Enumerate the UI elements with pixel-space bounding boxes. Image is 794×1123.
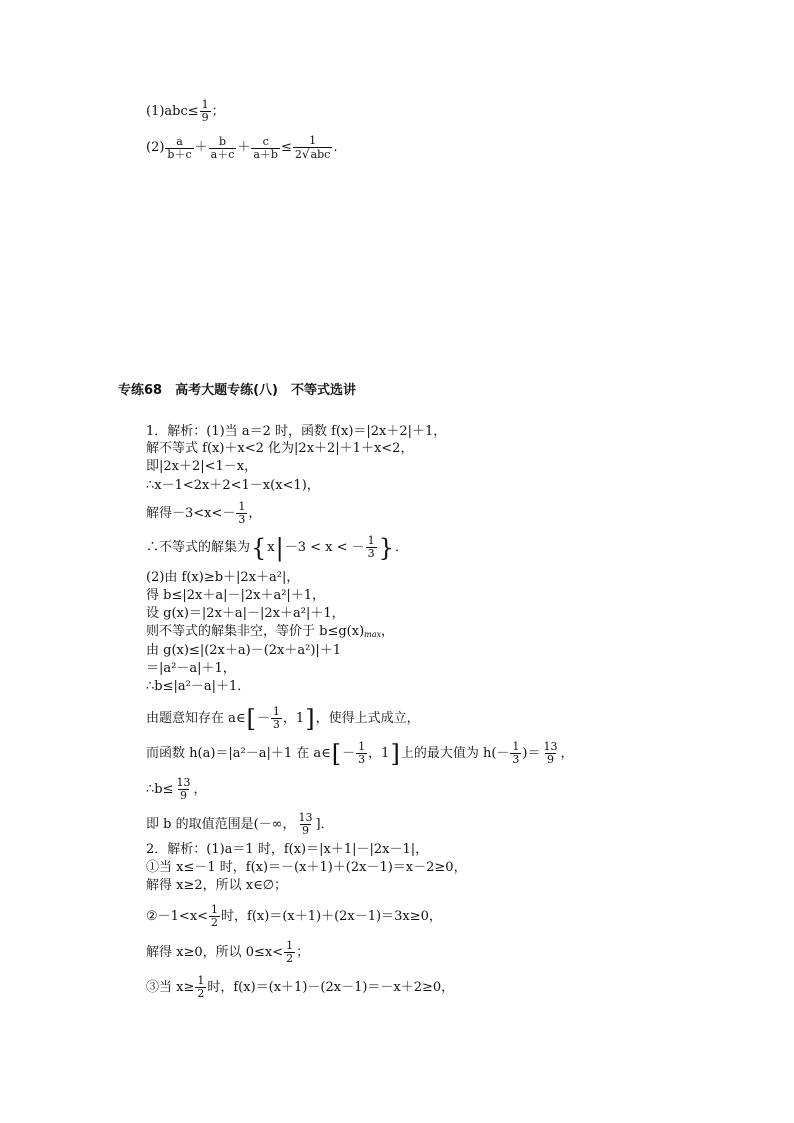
subscript: max [364, 630, 382, 639]
text: ②－1<x< [146, 908, 209, 924]
solution-line [146, 679, 250, 695]
text: ]． [315, 816, 334, 832]
right-brace: } [378, 533, 394, 562]
solution-line [146, 570, 299, 586]
text: ，1 [282, 710, 305, 726]
denominator: 9 [180, 789, 187, 802]
denominator: b＋c [167, 147, 192, 161]
solution-line [146, 741, 574, 766]
left-brace: { [251, 533, 267, 562]
text: 2 [294, 148, 302, 161]
numerator: 13 [543, 740, 558, 753]
text: ， [381, 624, 395, 639]
solution-line [146, 459, 257, 475]
solution-line [146, 842, 428, 858]
right-bracket: ] [390, 739, 400, 768]
text: ①当 x≤－1 时，f(x)＝－(x＋1)＋(2x－1)＝x－2≥0， [146, 860, 467, 875]
text: 解不等式 f(x)＋x<2 化为|2x＋2|＋1＋x<2， [146, 441, 414, 456]
numerator: 1 [272, 705, 280, 718]
fraction [209, 136, 237, 161]
text: ， [560, 745, 574, 761]
sqrt-symbol: √ [301, 147, 310, 161]
text: 即|2x＋2|<1－x， [146, 459, 258, 474]
text: ∴b≤|a²－a|＋1． [146, 679, 251, 694]
solution-line [146, 812, 334, 837]
text: ； [296, 944, 310, 960]
numerator: 1 [367, 534, 375, 547]
fraction [510, 741, 521, 766]
numerator: a [176, 134, 183, 148]
text: x [267, 539, 275, 555]
denominator: 3 [367, 547, 375, 560]
text: (2) [146, 140, 165, 155]
fraction [165, 136, 193, 161]
text: － [256, 710, 270, 726]
numerator: 1 [309, 134, 317, 147]
denominator: 9 [302, 824, 309, 837]
text: ③当 x≥ [146, 979, 195, 995]
numerator: b [218, 134, 227, 148]
text: ∴x－1<2x＋2<1－x(x<1)， [146, 478, 320, 493]
problem-part-1 [146, 99, 225, 124]
fraction [251, 136, 280, 161]
text: . [333, 140, 338, 155]
denominator: 2 [197, 987, 205, 1000]
denominator: 9 [546, 753, 554, 766]
text: 上的最大值为 h(－ [400, 745, 510, 761]
solution-line [146, 478, 320, 494]
text: 而函数 h(a)＝|a²－a|＋1 在 a∈ [146, 745, 331, 761]
solution-line [146, 643, 341, 659]
text: 由题意知存在 a∈ [146, 710, 246, 726]
left-bracket: [ [331, 739, 342, 768]
text: 1．解析：(1)当 a＝2 时，函数 f(x)＝|2x＋2|＋1， [146, 424, 447, 439]
text: ＋ [237, 140, 251, 155]
solution-line [146, 878, 287, 894]
numerator: 13 [298, 811, 313, 824]
denominator: a＋b [253, 147, 278, 161]
text: 由 g(x)≤|(2x＋a)－(2x＋a²)|＋1 [146, 643, 342, 658]
fraction [175, 777, 193, 802]
fraction [271, 706, 282, 731]
fraction [356, 741, 367, 766]
text: (2)由 f(x)≥b＋|2x＋a²|， [146, 570, 300, 585]
text: ， [248, 505, 262, 521]
text: 2．解析：(1)a＝1 时，f(x)＝|x＋1|－|2x－1|， [146, 842, 429, 857]
text: 设 g(x)＝|2x＋a|－|2x＋a²|＋1， [146, 606, 345, 621]
text: － [342, 745, 356, 761]
text: 时，f(x)＝(x＋1)＋(2x－1)＝3x≥0， [221, 908, 442, 924]
denominator: 3 [272, 718, 280, 731]
text: ＝|a²－a|＋1， [146, 661, 236, 676]
fraction [366, 535, 377, 560]
numerator: 1 [358, 740, 366, 753]
solution-line [146, 706, 420, 731]
text: ，使得上式成立， [315, 710, 420, 726]
text: ∴b≤ [146, 781, 174, 797]
numerator: c [262, 134, 269, 148]
numerator: 1 [286, 939, 294, 952]
denominator: 2 [286, 952, 294, 965]
denominator: 3 [512, 753, 520, 766]
text: ． [394, 539, 408, 555]
numerator: 1 [512, 740, 520, 753]
numerator: 1 [201, 98, 209, 111]
section-heading: 专练68 高考大题专练(八) 不等式选讲 [118, 383, 356, 398]
left-bracket: [ [246, 704, 256, 733]
set-separator: | [275, 533, 284, 562]
text: ≤ [280, 140, 292, 155]
solution-line [146, 904, 442, 929]
numerator: 1 [211, 903, 219, 916]
solution-line [146, 860, 467, 876]
denominator: a＋c [210, 147, 235, 161]
text: 即 b 的取值范围是(－∞， [146, 816, 296, 832]
numerator: 1 [197, 974, 205, 987]
problem-part-2 [146, 135, 337, 161]
fraction [293, 135, 332, 161]
text: 解得－3<x<－ [146, 505, 236, 521]
solution-line [146, 535, 408, 560]
solution-line [146, 441, 413, 457]
text: 则不等式的解集非空，等价于 b≤g(x) [146, 624, 365, 639]
fraction [284, 940, 295, 965]
text: 解得 x≥2，所以 x∈∅； [146, 878, 288, 893]
denominator [293, 147, 332, 161]
numerator: 1 [238, 500, 246, 513]
fraction [200, 99, 211, 124]
radicand: abc [310, 148, 331, 161]
denominator: 2 [211, 916, 219, 929]
text: －3 < x < － [284, 539, 365, 555]
denominator: 3 [238, 513, 246, 526]
text: ＋ [194, 140, 208, 155]
denominator: 3 [358, 753, 366, 766]
fraction [236, 501, 247, 526]
solution-line [146, 975, 454, 1000]
text: 时，f(x)＝(x＋1)－(2x－1)＝－x＋2≥0， [207, 979, 455, 995]
text: ， [193, 781, 207, 797]
solution-line [146, 606, 345, 622]
fraction [297, 812, 315, 837]
solution-line [146, 424, 446, 440]
fraction [209, 904, 220, 929]
right-bracket: ] [305, 704, 315, 733]
solution-line [146, 940, 309, 965]
solution-line [146, 777, 207, 802]
solution-line [146, 624, 394, 640]
solution-line [146, 588, 325, 604]
text: 解得 x≥0，所以 0≤x< [146, 944, 284, 960]
solution-line [146, 501, 261, 526]
text: 得 b≤|2x＋a|－|2x＋a²|＋1， [146, 588, 326, 603]
text: (1)abc≤ [146, 103, 199, 119]
fraction [195, 975, 206, 1000]
text: ； [211, 103, 225, 119]
fraction [541, 741, 559, 766]
text: )＝ [522, 745, 541, 761]
text: ，1 [368, 745, 390, 761]
denominator: 9 [201, 111, 209, 124]
numerator: 13 [176, 776, 191, 789]
solution-line [146, 661, 236, 677]
text: ∴不等式的解集为 [146, 539, 251, 555]
